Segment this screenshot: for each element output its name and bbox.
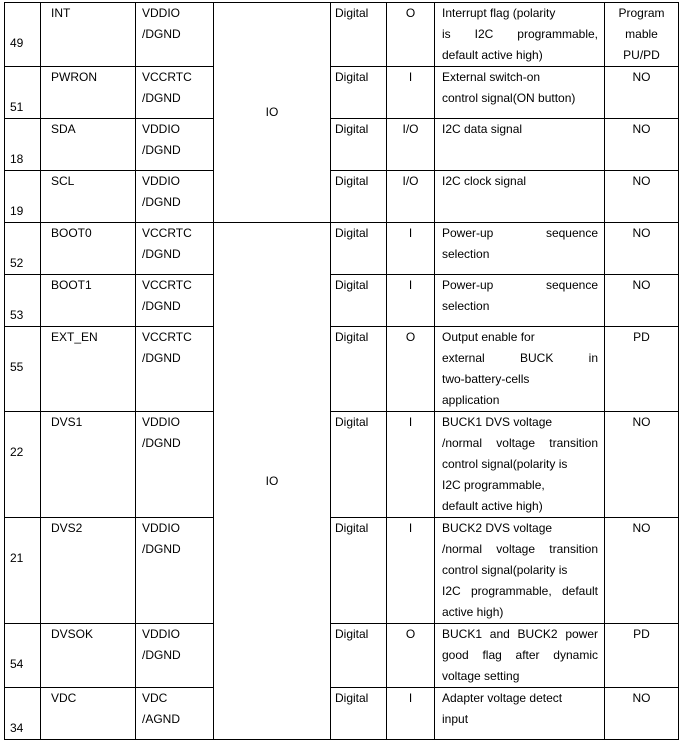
direction-cell: O: [387, 624, 435, 688]
description-line: External switch-on: [442, 70, 541, 84]
pin-name-cell: PWRON: [41, 67, 136, 119]
pin-number-cell: 34: [5, 688, 41, 740]
table-row: [5, 171, 679, 223]
table-row: [5, 67, 679, 119]
pin-name-cell: EXT_EN: [41, 327, 136, 412]
table-row: [5, 275, 679, 327]
pin-number-cell: 22: [5, 412, 41, 518]
pin-name-cell: SCL: [41, 171, 136, 223]
power-domain-cell: VDDIO /DGND: [136, 518, 214, 624]
pin-name-cell: DVS1: [41, 412, 136, 518]
pin-name-cell: SDA: [41, 119, 136, 171]
description-line: selection: [442, 247, 490, 261]
pull-config-cell: NO: [605, 67, 679, 119]
pull-config-cell: NO: [605, 171, 679, 223]
pin-name-cell: VDC: [41, 688, 136, 740]
description-line: I2C data signal: [442, 122, 523, 136]
description-cell: [435, 223, 605, 275]
table-row: [5, 119, 679, 171]
description-line: control signal(ON button): [442, 91, 576, 105]
pull-config-cell: PD: [605, 327, 679, 412]
table-row: [5, 327, 679, 412]
pin-number-cell: 49: [5, 3, 41, 67]
description-line: is I2C programmable,: [442, 27, 598, 41]
pull-config-cell: PD: [605, 624, 679, 688]
description-cell: [435, 518, 605, 624]
description-line: BUCK1 DVS voltage: [442, 415, 553, 429]
table-row: [5, 3, 679, 67]
table-row: [5, 412, 679, 518]
table-row: [5, 688, 679, 740]
description-line: Power-up sequence: [442, 278, 598, 292]
description-line: I2C programmable, default: [442, 584, 598, 598]
pin-number-cell: 53: [5, 275, 41, 327]
pin-description-table: [4, 2, 679, 740]
description-line: Adapter voltage detect: [442, 691, 563, 705]
description-line: Power-up sequence: [442, 226, 598, 240]
pull-config-cell: NO: [605, 119, 679, 171]
description-line: default active high): [442, 499, 543, 513]
pin-group-cell: IO: [214, 223, 331, 740]
signal-type-cell: Digital: [331, 624, 387, 688]
pin-number-cell: 54: [5, 624, 41, 688]
pull-config-cell: NO: [605, 223, 679, 275]
pin-name-cell: INT: [41, 3, 136, 67]
pin-number-cell: 51: [5, 67, 41, 119]
description-line: selection: [442, 299, 490, 313]
description-line: voltage setting: [442, 669, 520, 683]
pin-name-cell: DVS2: [41, 518, 136, 624]
signal-type-cell: Digital: [331, 3, 387, 67]
direction-cell: O: [387, 3, 435, 67]
description-line: control signal(polarity is: [442, 563, 568, 577]
signal-type-cell: Digital: [331, 171, 387, 223]
description-line: BUCK1 and BUCK2 power: [442, 627, 598, 641]
pin-number-cell: 21: [5, 518, 41, 624]
pin-number-cell: 55: [5, 327, 41, 412]
pin-name-cell: BOOT1: [41, 275, 136, 327]
signal-type-cell: Digital: [331, 275, 387, 327]
pull-config-cell: NO: [605, 275, 679, 327]
pull-config-cell: NO: [605, 688, 679, 740]
description-line: /normal voltage transition: [442, 436, 598, 450]
direction-cell: I: [387, 518, 435, 624]
description-cell: [435, 275, 605, 327]
signal-type-cell: Digital: [331, 67, 387, 119]
description-line: Interrupt flag (polarity: [442, 6, 556, 20]
description-line: input: [442, 712, 469, 726]
pin-number-cell: 19: [5, 171, 41, 223]
power-domain-cell: VDDIO /DGND: [136, 624, 214, 688]
description-line: good flag after dynamic: [442, 648, 598, 662]
description-cell: [435, 119, 605, 171]
power-domain-cell: VCCRTC /DGND: [136, 223, 214, 275]
description-line: I2C clock signal: [442, 174, 527, 188]
pin-group-cell: IO: [214, 3, 331, 223]
power-domain-cell: VDDIO /DGND: [136, 119, 214, 171]
power-domain-cell: VDC /AGND: [136, 688, 214, 740]
power-domain-cell: VCCRTC /DGND: [136, 275, 214, 327]
direction-cell: I: [387, 688, 435, 740]
pull-config-cell: NO: [605, 412, 679, 518]
power-domain-cell: VDDIO /DGND: [136, 3, 214, 67]
signal-type-cell: Digital: [331, 518, 387, 624]
direction-cell: I/O: [387, 171, 435, 223]
description-line: two-battery-cells: [442, 372, 530, 386]
signal-type-cell: Digital: [331, 327, 387, 412]
pin-name-cell: DVSOK: [41, 624, 136, 688]
direction-cell: I/O: [387, 119, 435, 171]
table-row: [5, 223, 679, 275]
description-line: Output enable for: [442, 330, 535, 344]
signal-type-cell: Digital: [331, 223, 387, 275]
description-cell: [435, 688, 605, 740]
pull-config-cell: Program mable PU/PD: [605, 3, 679, 67]
direction-cell: I: [387, 223, 435, 275]
description-cell: [435, 327, 605, 412]
description-cell: [435, 412, 605, 518]
description-cell: [435, 3, 605, 67]
table-row: [5, 518, 679, 624]
description-line: control signal(polarity is: [442, 457, 568, 471]
description-cell: [435, 171, 605, 223]
signal-type-cell: Digital: [331, 412, 387, 518]
direction-cell: I: [387, 275, 435, 327]
description-line: active high): [442, 605, 504, 619]
description-line: default active high): [442, 48, 543, 62]
description-cell: [435, 624, 605, 688]
direction-cell: I: [387, 412, 435, 518]
description-line: application: [442, 393, 500, 407]
direction-cell: I: [387, 67, 435, 119]
pin-name-cell: BOOT0: [41, 223, 136, 275]
pull-config-cell: NO: [605, 518, 679, 624]
description-line: external BUCK in: [442, 351, 598, 365]
signal-type-cell: Digital: [331, 688, 387, 740]
direction-cell: O: [387, 327, 435, 412]
power-domain-cell: VDDIO /DGND: [136, 171, 214, 223]
table-row: [5, 624, 679, 688]
pin-number-cell: 18: [5, 119, 41, 171]
power-domain-cell: VCCRTC /DGND: [136, 327, 214, 412]
power-domain-cell: VDDIO /DGND: [136, 412, 214, 518]
description-line: I2C programmable,: [442, 478, 545, 492]
power-domain-cell: VCCRTC /DGND: [136, 67, 214, 119]
description-line: /normal voltage transition: [442, 542, 598, 556]
description-cell: [435, 67, 605, 119]
description-line: BUCK2 DVS voltage: [442, 521, 553, 535]
table-body: [5, 3, 679, 740]
pin-number-cell: 52: [5, 223, 41, 275]
signal-type-cell: Digital: [331, 119, 387, 171]
